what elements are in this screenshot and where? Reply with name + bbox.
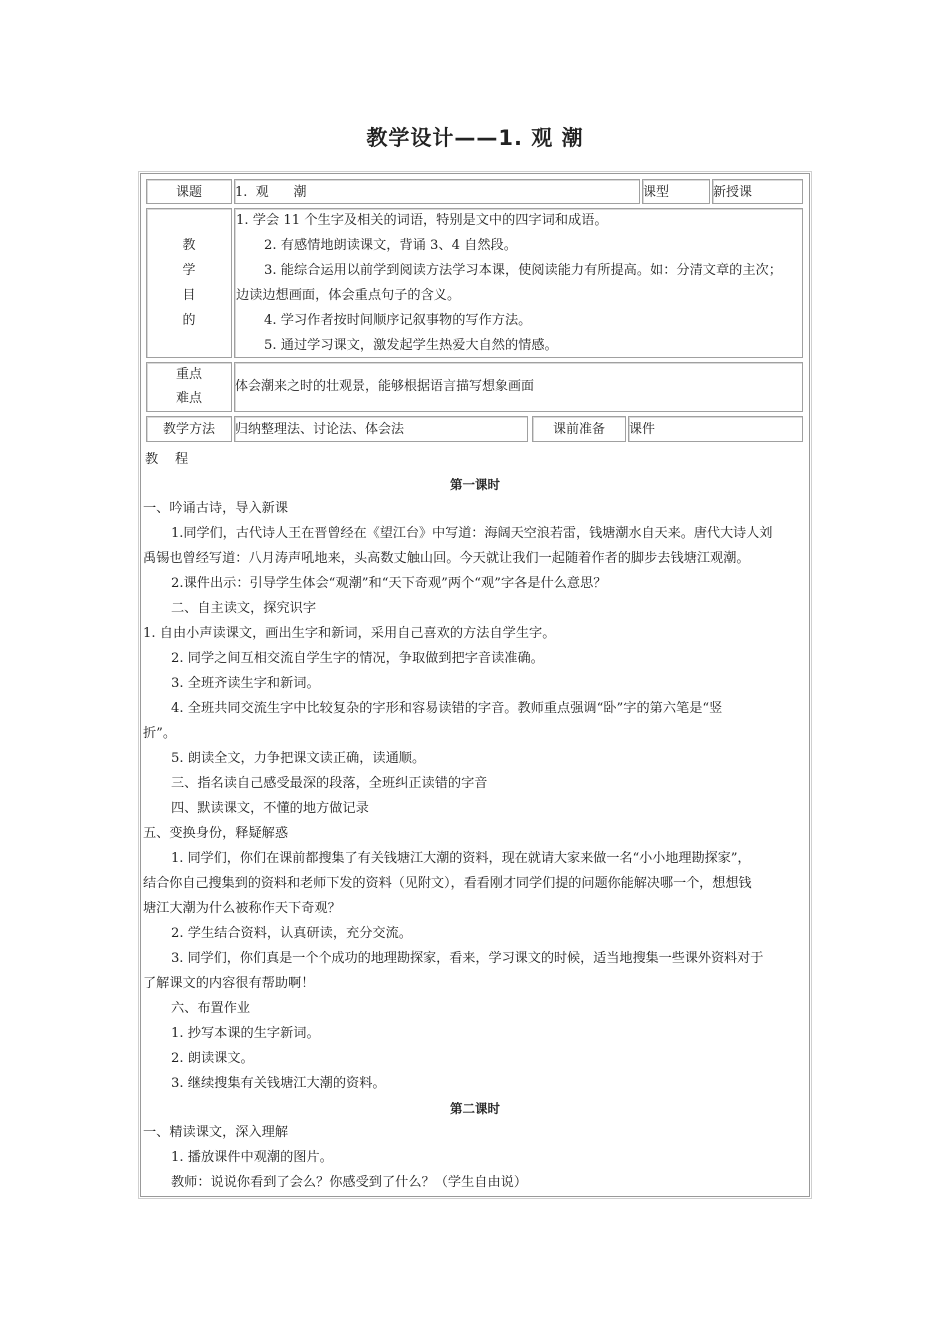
objective-item: 3. 能综合运用以前学到阅读方法学习本课，使阅读能力有所提高。如：分清文章的主次；: [264, 263, 782, 278]
process-line: 1. 自由小声读课文，画出生字和新词，采用自己喜欢的方法自学生字。: [143, 626, 556, 641]
objectives-label-cell: [146, 208, 232, 358]
objectives-label-char: 的: [182, 313, 196, 328]
process-line: 5. 朗读全文，力争把课文读正确，读通顺。: [171, 751, 426, 766]
process-line: 3. 全班齐读生字和新词。: [171, 676, 320, 691]
process-line: 四、默读课文，不懂的地方做记录: [171, 801, 369, 816]
process-line: 三、指名读自己感受最深的段落，全班纠正读错的字音: [171, 776, 488, 791]
process-line: 1.同学们，古代诗人王在晋曾经在《望江台》中写道：海阔天空浪若雷，钱塘潮水自天来。唐代大诗人刘: [171, 526, 773, 541]
process-line: 二、自主读文，探究识字: [171, 601, 317, 616]
process-line: 3. 继续搜集有关钱塘江大潮的资料。: [171, 1076, 386, 1091]
objective-item: 5. 通过学习课文，激发起学生热爱大自然的情感。: [264, 338, 558, 353]
method-label-cell: [146, 416, 232, 442]
process-line: 2. 朗读课文。: [171, 1051, 254, 1066]
objectives-label-char: 学: [182, 263, 196, 278]
type-value-cell: [712, 179, 803, 204]
process-line: 一、精读课文，深入理解: [143, 1125, 289, 1140]
type-label: 课型: [643, 185, 670, 200]
objective-item: 4. 学习作者按时间顺序记叙事物的写作方法。: [264, 313, 532, 328]
process-line: 五、变换身份，释疑解惑: [143, 826, 289, 841]
process-line: 折”。: [143, 726, 177, 741]
process-line: 一、吟诵古诗，导入新课: [143, 501, 289, 516]
process-line: 禹锡也曾经写道：八月涛声吼地来，头高数丈触山回。今天就让我们一起随着作者的脚步去钱塘江观潮。: [143, 551, 750, 566]
objectives-label-char: 教: [182, 238, 196, 253]
method-value-cell: [234, 416, 528, 442]
method-label: 教学方法: [162, 422, 215, 437]
process-line: 2. 学生结合资料，认真研读，充分交流。: [171, 926, 412, 941]
process-line: 2.课件出示：引导学生体会“观潮”和“天下奇观”两个“观”字各是什么意思？: [171, 576, 607, 591]
objectives-label-char: 目: [182, 288, 196, 303]
process-line: 塘江大潮为什么被称作天下奇观？: [143, 901, 341, 916]
topic-value-cell: [234, 179, 640, 204]
prep-value: 课件: [629, 422, 656, 437]
process-heading: 教 程: [145, 452, 189, 467]
prep-value-cell: [628, 416, 803, 442]
keypoints-label-cell: [146, 362, 232, 412]
prep-label: 课前准备: [552, 422, 605, 437]
process-line: 3. 同学们，你们真是一个个成功的地理勘探家，看来，学习课文的时候，适当地搜集一些课外资料对于: [171, 951, 764, 966]
difficulty-label: 难点: [175, 391, 202, 406]
objective-item: 边读边想画面，体会重点句子的含义。: [236, 288, 461, 303]
process-line: 结合你自己搜集到的资料和老师下发的资料（见附文），看看刚才同学们提的问题你能解决哪一个，想想钱: [143, 876, 752, 891]
objective-item: 2. 有感情地朗读课文，背诵 3、4 自然段。: [264, 238, 517, 253]
topic-value: 1. 观 潮: [235, 185, 307, 200]
keypoints-label: 重点: [175, 367, 202, 382]
process-line: 2. 同学之间互相交流自学生字的情况，争取做到把字音读准确。: [171, 651, 544, 666]
lesson1-title: 第一课时: [449, 477, 500, 492]
process-line: 4. 全班共同交流生字中比较复杂的字形和容易读错的字音。教师重点强调“卧”字的第六笔是“竖: [171, 701, 723, 716]
keypoints-value: 体会潮来之时的壮观景，能够根据语言描写想象画面: [235, 379, 535, 394]
type-value: 新授课: [713, 185, 753, 200]
process-line: 1. 同学们，你们在课前都搜集了有关钱塘江大潮的资料，现在就请大家来做一名“小小地理勘探家”，: [171, 851, 751, 866]
process-line: 了解课文的内容很有帮助啊！: [143, 976, 315, 991]
process-line: 六、布置作业: [171, 1001, 251, 1016]
method-value: 归纳整理法、讨论法、体会法: [235, 422, 405, 437]
topic-label-cell: [146, 179, 232, 204]
type-label-cell: [642, 179, 710, 204]
prep-label-cell: [532, 416, 626, 442]
process-line: 1. 抄写本课的生字新词。: [171, 1026, 320, 1041]
lesson2-title: 第二课时: [449, 1101, 500, 1116]
process-line: 教师：说说你看到了会么？你感受到了什么？（学生自由说）: [171, 1175, 528, 1190]
topic-label: 课题: [175, 185, 202, 200]
keypoints-value-cell: [234, 362, 803, 412]
objective-item: 1. 学会 11 个生字及相关的词语，特别是文中的四字词和成语。: [236, 213, 608, 228]
document-title: 教学设计——1. 观 潮: [366, 126, 584, 150]
process-line: 1. 播放课件中观潮的图片。: [171, 1150, 333, 1165]
